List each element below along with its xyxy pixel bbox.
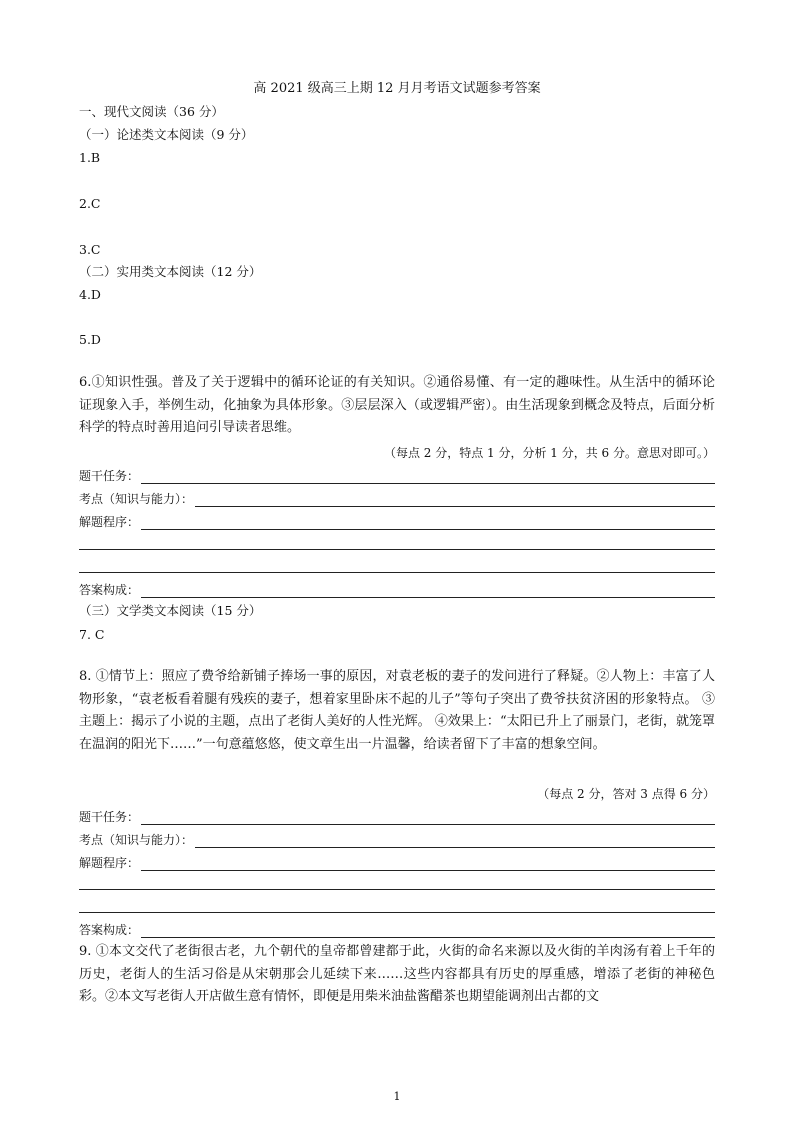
task-blank-line[interactable] [141, 470, 715, 484]
procedure-field[interactable] [79, 512, 715, 530]
answer-5: 5.D [79, 332, 101, 347]
answer-1: 1.B [79, 150, 101, 165]
procedure-label: 解题程序： [79, 515, 140, 529]
answer-6-scoring-note: （每点 2 分，特点 1 分，分析 1 分，共 6 分。意思对即可。） [383, 446, 715, 460]
subsection-argumentative: （一）论述类文本阅读（9 分） [79, 127, 254, 142]
procedure-blank-line[interactable] [141, 857, 715, 871]
procedure-field[interactable] [79, 853, 715, 871]
task-blank-line[interactable] [141, 811, 715, 825]
answer-8-text: 8. ①情节上：照应了费爷给新铺子捧场一事的原因，对袁老板的妻子的发问进行了释疑。②人物上：丰富了人物形象，“袁老板看着腿有残疾的妻子，想着家里卧床不起的儿子”等句子突出了费爷扶贫济困的形象特点。 ③主题上：揭示了小说的主题，点出了老街人美好的人性光辉。 ④效果上：“太阳已升上了丽景门，老街，就笼罩在温润的阳光下……”一句意蕴悠悠，使文章生出一片温馨，给读者留下了丰富的想象空间。 [79, 669, 715, 752]
answer-structure-field[interactable] [79, 580, 715, 598]
subsection-practical: （二）实用类文本阅读（12 分） [79, 264, 262, 279]
knowledge-point-blank-line[interactable] [195, 834, 715, 848]
answer-structure-blank-line[interactable] [141, 924, 715, 938]
page-title: 高 2021 级高三上期 12 月月考语文试题参考答案 [253, 81, 541, 96]
procedure-extra-line[interactable] [79, 889, 715, 890]
knowledge-point-label: 考点（知识与能力）： [79, 833, 194, 847]
answer-2: 2.C [79, 196, 101, 211]
answer-9-text: 9. ①本文交代了老街很古老，九个朝代的皇帝都曾建都于此，火街的命名来源以及火街的羊肉汤有着上千年的历史，老街人的生活习俗是从宋朝那会儿延续下来……这些内容都具有历史的厚重感，增添了老街的神秘色彩。②本文写老街人开店做生意有情怀，即便是用柴米油盐酱醋茶也期望能调剂出古都的文 [79, 944, 715, 1004]
procedure-extra-line[interactable] [79, 572, 715, 573]
knowledge-point-field[interactable] [79, 489, 715, 507]
knowledge-point-field[interactable] [79, 830, 715, 848]
page-number: 1 [393, 1090, 401, 1103]
task-field[interactable] [79, 466, 715, 484]
answer-8-scoring-note: （每点 2 分，答对 3 点得 6 分） [537, 787, 715, 801]
answer-7: 7. C [79, 627, 105, 642]
procedure-blank-line[interactable] [141, 516, 715, 530]
subsection-literary: （三）文学类文本阅读（15 分） [79, 603, 262, 618]
task-label: 题干任务： [79, 469, 140, 483]
task-label: 题干任务： [79, 810, 140, 824]
answer-4: 4.D [79, 287, 101, 302]
procedure-label: 解题程序： [79, 856, 140, 870]
answer-structure-field[interactable] [79, 920, 715, 938]
answer-3: 3.C [79, 242, 101, 257]
answer-structure-label: 答案构成： [79, 923, 140, 937]
procedure-extra-line[interactable] [79, 549, 715, 550]
knowledge-point-blank-line[interactable] [195, 493, 715, 507]
answer-structure-blank-line[interactable] [141, 584, 715, 598]
section-heading-modern-reading: 一、现代文阅读（36 分） [79, 104, 224, 119]
procedure-extra-line[interactable] [79, 912, 715, 913]
answer-6-text: 6.①知识性强。普及了关于逻辑中的循环论证的有关知识。②通俗易懂、有一定的趣味性。从生活中的循环论证现象入手，举例生动，化抽象为具体形象。③层层深入（或逻辑严密）。由生活现象到概念及特点，后面分析科学的特点时善用追问引导读者思维。 [79, 375, 715, 435]
knowledge-point-label: 考点（知识与能力）： [79, 492, 194, 506]
task-field[interactable] [79, 807, 715, 825]
answer-structure-label: 答案构成： [79, 583, 140, 597]
